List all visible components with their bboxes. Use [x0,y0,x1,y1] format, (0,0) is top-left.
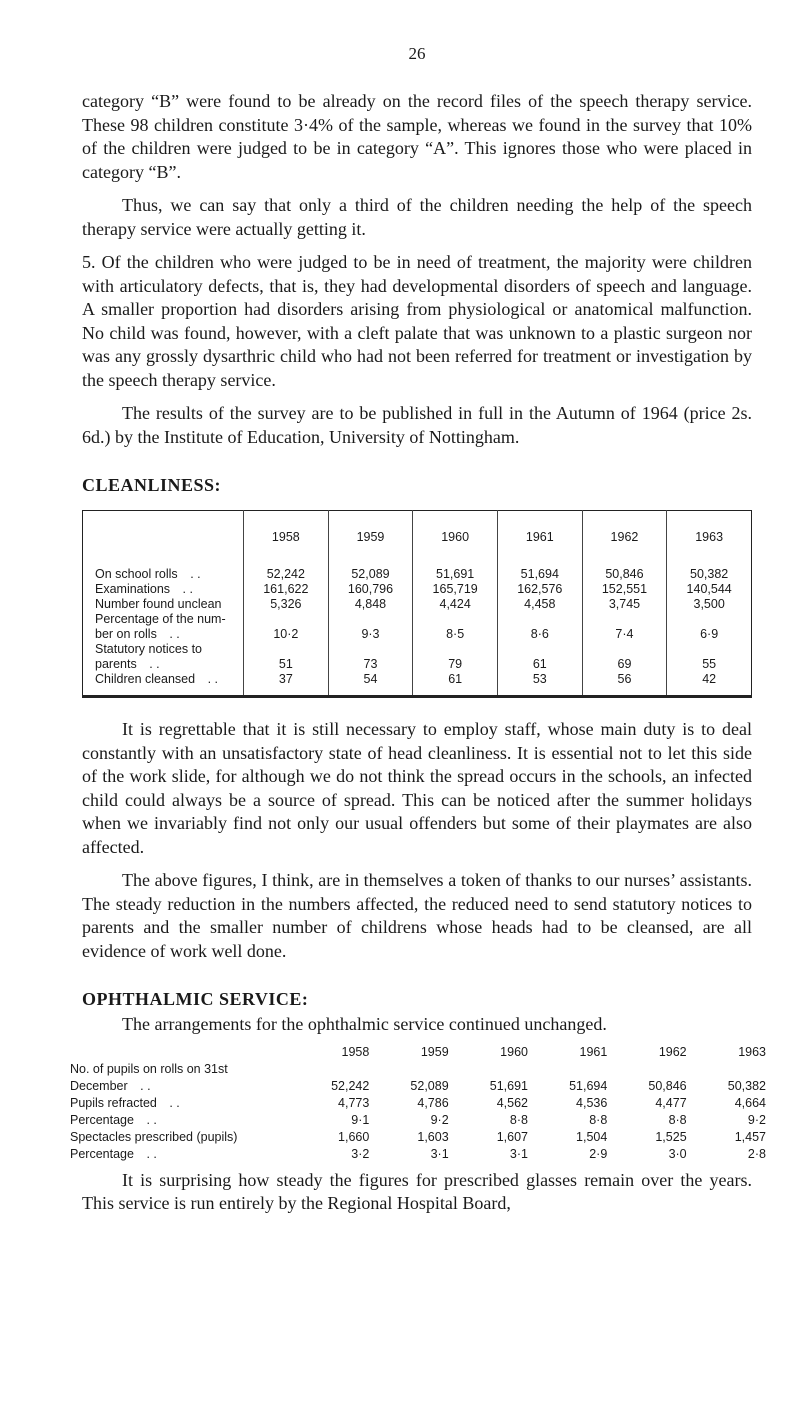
cleanliness-row-label: Number found unclean [95,597,222,611]
ophthalmic-cell: 9·1 [351,1112,370,1127]
ophthalmic-header-year: 1963 [738,1044,766,1059]
cleanliness-row [83,642,752,657]
cleanliness-cell: 8·6 [497,627,582,642]
cleanliness-row-label: ber on rolls . . [95,627,180,641]
heading-ophthalmic: OPHTHALMIC SERVICE: [82,989,309,1009]
cleanliness-cell [667,612,752,627]
cleanliness-cell: 51 [244,657,329,672]
cleanliness-cell: 161,622 [244,582,329,597]
ophthalmic-cell: 1,607 [496,1129,528,1144]
cleanliness-row-label: Children cleansed . . [95,672,218,686]
cleanliness-row [83,627,752,642]
ophthalmic-cell: 2·8 [747,1146,766,1161]
paragraph-ophthalmic-arrangements: The arrangements for the ophthalmic service continued unchanged. [122,1014,607,1034]
ophthalmic-table [70,1043,770,1163]
cleanliness-cell: 4,458 [497,597,582,612]
cleanliness-cell: 162,576 [497,582,582,597]
ophthalmic-row-label: December . . [70,1078,151,1093]
cleanliness-cell: 42 [667,672,752,697]
cleanliness-row [83,612,752,627]
ophthalmic-cell: 4,773 [338,1095,370,1110]
ophthalmic-cell: 50,846 [648,1078,687,1093]
paragraph-speech-category-b: category “B” were found to be already on the record files of the speech therapy service. These 98 children constitute 3·4% of the sample, whereas we found in the survey that 10% of the children were judged to be in category “A”. This ignores those who were placed in category “B”. [82,91,752,182]
ophthalmic-cell: 3·1 [509,1146,528,1161]
cleanliness-header-year: 1963 [667,511,752,558]
cleanliness-cell: 51,691 [413,557,498,582]
paragraph-speech-third: Thus, we can say that only a third of the children needing the help of the speech therapy service were actually getting it. [82,195,752,239]
cleanliness-cell: 152,551 [582,582,667,597]
document-page [70,0,766,1216]
cleanliness-cell [244,612,329,627]
cleanliness-header-year: 1959 [328,511,413,558]
ophthalmic-cell: 3·0 [668,1146,687,1161]
ophthalmic-cell: 3·1 [430,1146,449,1161]
cleanliness-cell: 56 [582,672,667,697]
ophthalmic-row [70,1061,770,1078]
ophthalmic-cell: 1,504 [576,1129,608,1144]
cleanliness-cell: 9·3 [328,627,413,642]
cleanliness-row [83,672,752,697]
cleanliness-header-year: 1960 [413,511,498,558]
cleanliness-cell: 4,424 [413,597,498,612]
ophthalmic-cell: 9·2 [747,1112,766,1127]
cleanliness-cell: 5,326 [244,597,329,612]
page-number: 26 [408,44,426,63]
cleanliness-cell [328,612,413,627]
cleanliness-cell [582,642,667,657]
ophthalmic-cell: 2·9 [589,1146,608,1161]
ophthalmic-cell [611,1061,690,1078]
ophthalmic-header-blank [70,1043,294,1061]
ophthalmic-header-year: 1958 [341,1044,370,1059]
paragraph-survey-results: The results of the survey are to be published in full in the Autumn of 1964 (price 2s. 6d.) by the Institute of Education, University of Nottingham. [82,403,752,447]
cleanliness-cell: 3,745 [582,597,667,612]
cleanliness-cell [413,612,498,627]
ophthalmic-header-year: 1961 [579,1044,608,1059]
cleanliness-cell: 7·4 [582,627,667,642]
cleanliness-cell: 55 [667,657,752,672]
ophthalmic-cell: 9·2 [430,1112,449,1127]
cleanliness-cell: 73 [328,657,413,672]
ophthalmic-row-label: Percentage . . [70,1146,157,1161]
cleanliness-cell: 6·9 [667,627,752,642]
ophthalmic-header-year: 1960 [500,1044,528,1059]
cleanliness-cell: 165,719 [413,582,498,597]
ophthalmic-row [70,1129,770,1146]
ophthalmic-cell: 1,525 [655,1129,687,1144]
cleanliness-header-year: 1958 [244,511,329,558]
cleanliness-cell [667,642,752,657]
cleanliness-cell: 50,382 [667,557,752,582]
cleanliness-cell: 4,848 [328,597,413,612]
ophthalmic-cell: 4,477 [655,1095,687,1110]
ophthalmic-cell: 4,664 [734,1095,766,1110]
cleanliness-cell: 37 [244,672,329,697]
ophthalmic-cell: 8·8 [589,1112,608,1127]
cleanliness-cell: 54 [328,672,413,697]
cleanliness-row [83,597,752,612]
ophthalmic-cell [532,1061,611,1078]
ophthalmic-cell: 50,382 [727,1078,766,1093]
cleanliness-row [83,657,752,672]
ophthalmic-cell [294,1061,373,1078]
cleanliness-cell: 61 [497,657,582,672]
cleanliness-header-year: 1961 [497,511,582,558]
ophthalmic-row-label: No. of pupils on rolls on 31st [70,1061,228,1076]
paragraph-speech-treatment: 5. Of the children who were judged to be in need of treatment, the majority were children with articulatory defects, that is, they had developmental disorders of speech and language. A smaller proportion had disorders arising from physiological or anatomical malfunction. No child was found, however, with a cleft palate that was unknown to a plastic surgeon nor was any grossly dysarthric child who had not been referred for treatment or investigation by the speech therapy service. [82,252,752,390]
cleanliness-row-label: On school rolls . . [95,567,201,581]
cleanliness-cell: 160,796 [328,582,413,597]
cleanliness-row-label: Examinations . . [95,582,193,596]
cleanliness-row-label: Percentage of the num- [95,612,226,626]
cleanliness-cell: 50,846 [582,557,667,582]
cleanliness-cell [497,612,582,627]
paragraph-nurses-assistants: The above figures, I think, are in themselves a token of thanks to our nurses’ assistants. The steady reduction in the numbers affected, the reduced need to send statutory notices to parents and the smaller number of childrens whose heads had to be cleansed, are all evidence of work well done. [82,870,752,961]
ophthalmic-header-year: 1959 [420,1044,449,1059]
ophthalmic-cell: 51,691 [489,1078,528,1093]
cleanliness-cell [244,642,329,657]
cleanliness-cell: 52,242 [244,557,329,582]
cleanliness-cell [328,642,413,657]
cleanliness-header-blank [83,511,244,558]
ophthalmic-row [70,1078,770,1095]
ophthalmic-cell: 4,536 [576,1095,608,1110]
cleanliness-cell: 3,500 [667,597,752,612]
ophthalmic-cell: 4,562 [496,1095,528,1110]
ophthalmic-row-label: Pupils refracted . . [70,1095,180,1110]
cleanliness-cell [497,642,582,657]
paragraph-head-cleanliness: It is regrettable that it is still necessary to employ staff, whose main duty is to deal constantly with an unsatisfactory state of head cleanliness. It is essential not to let this side of the work slide, for although we do not think the spread occurs in the schools, an infected child could always be a source of spread. This can be noticed after the summer holidays when we invariably find not only our usual offenders but some of their playmates are also affected. [82,719,752,857]
ophthalmic-cell: 52,242 [331,1078,370,1093]
ophthalmic-cell: 3·2 [351,1146,370,1161]
ophthalmic-cell: 1,603 [417,1129,449,1144]
ophthalmic-row-label: Spectacles prescribed (pupils) [70,1129,238,1144]
paragraph-prescribed-glasses: It is surprising how steady the figures for prescribed glasses remain over the years. This service is run entirely by the Regional Hospital Board, [82,1169,752,1213]
cleanliness-cell [582,612,667,627]
ophthalmic-cell [691,1061,770,1078]
cleanliness-cell: 52,089 [328,557,413,582]
ophthalmic-row [70,1112,770,1129]
heading-cleanliness: CLEANLINESS: [82,475,222,495]
ophthalmic-cell [373,1061,452,1078]
cleanliness-row [83,582,752,597]
cleanliness-cell [413,642,498,657]
ophthalmic-cell: 4,786 [417,1095,449,1110]
ophthalmic-row [70,1095,770,1112]
ophthalmic-cell: 8·8 [668,1112,687,1127]
ophthalmic-cell: 1,457 [734,1129,766,1144]
cleanliness-cell: 51,694 [497,557,582,582]
cleanliness-row [83,557,752,582]
ophthalmic-cell: 52,089 [410,1078,449,1093]
ophthalmic-row-label: Percentage . . [70,1112,157,1127]
cleanliness-cell: 10·2 [244,627,329,642]
cleanliness-cell: 61 [413,672,498,697]
ophthalmic-cell: 1,660 [338,1129,370,1144]
cleanliness-cell: 8·5 [413,627,498,642]
ophthalmic-header-year: 1962 [658,1044,687,1059]
cleanliness-cell: 69 [582,657,667,672]
ophthalmic-cell: 8·8 [509,1112,528,1127]
cleanliness-cell: 79 [413,657,498,672]
cleanliness-header-year: 1962 [582,511,667,558]
cleanliness-table [82,510,752,698]
cleanliness-row-label: Statutory notices to [95,642,203,656]
ophthalmic-row [70,1146,770,1163]
cleanliness-cell: 140,544 [667,582,752,597]
ophthalmic-cell [453,1061,532,1078]
ophthalmic-cell: 51,694 [569,1078,608,1093]
cleanliness-cell: 53 [497,672,582,697]
cleanliness-row-label: parents . . [95,657,160,671]
